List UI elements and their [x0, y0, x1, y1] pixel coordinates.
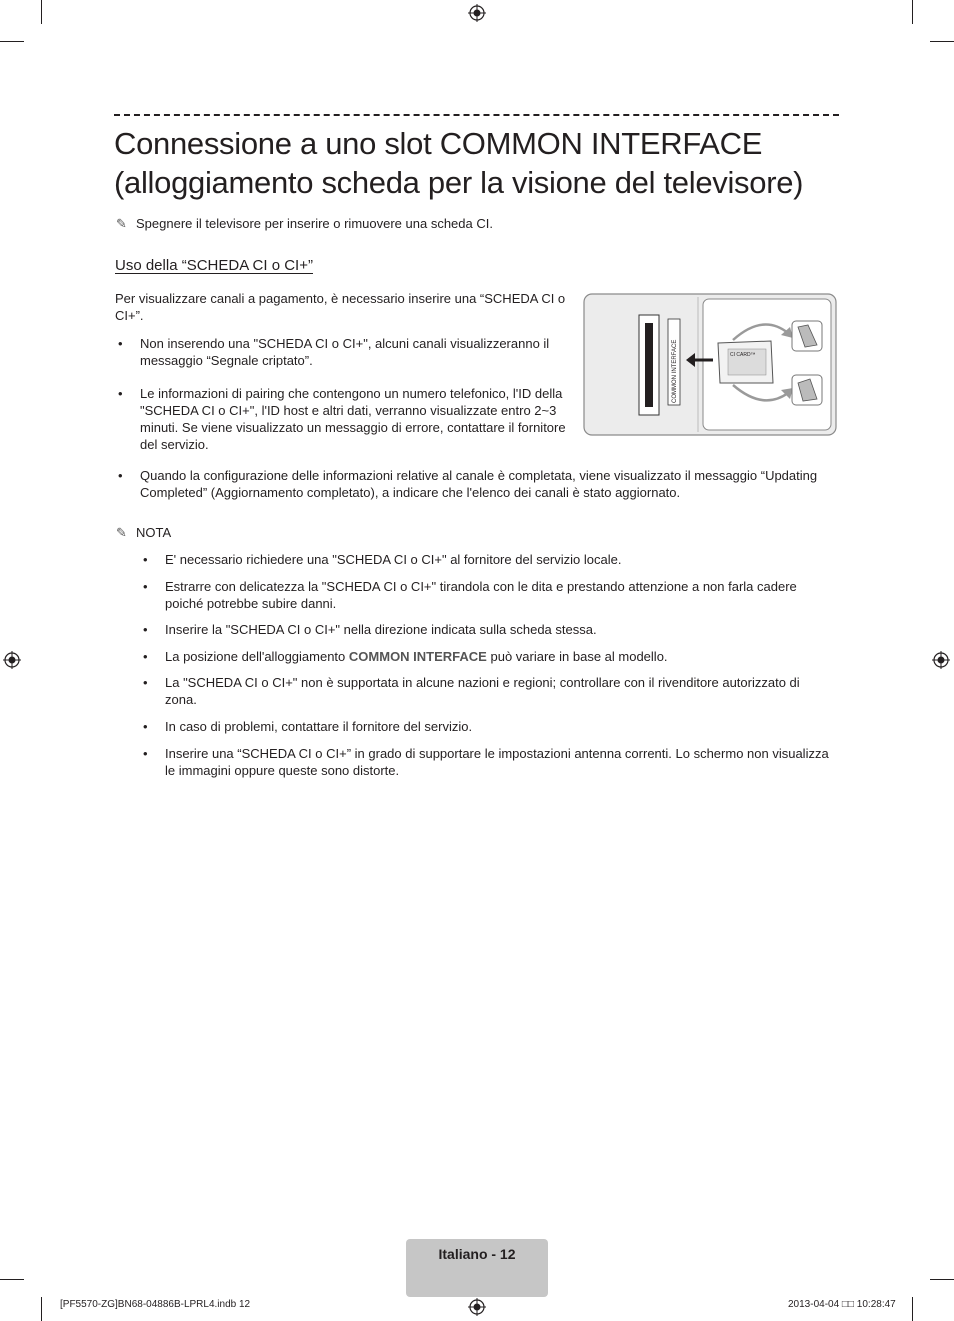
- bullet-dot: •: [143, 622, 148, 637]
- bullet-dot: •: [118, 386, 123, 401]
- nota-item: E' necessario richiedere una "SCHEDA CI o CI+" al fornitore del servizio locale.: [165, 552, 622, 567]
- crop-mark: [0, 41, 24, 42]
- intro-paragraph: Per visualizzare canali a pagamento, è necessario inserire una “SCHEDA CI o CI+”.: [115, 291, 566, 323]
- print-slug-left: [PF5570-ZG]BN68-04886B-LPRL4.indb 12: [60, 1299, 251, 1310]
- registration-mark-icon: [468, 1298, 486, 1316]
- card-label: CI CARD™: [730, 352, 756, 358]
- nota-label: NOTA: [136, 525, 172, 540]
- title-line-2: (alloggiamento scheda per la visione del televisore): [114, 165, 804, 200]
- page-number-label: Italiano - 12: [438, 1246, 516, 1262]
- section-heading: Uso della “SCHEDA CI o CI+”: [115, 257, 313, 274]
- nota-item: Inserire la "SCHEDA CI o CI+" nella direzione indicata sulla scheda stessa.: [165, 622, 597, 637]
- nota-item: In caso di problemi, contattare il fornitore del servizio.: [165, 719, 473, 734]
- crop-mark: [930, 1279, 954, 1280]
- common-interface-keyword: COMMON INTERFACE: [348, 649, 487, 664]
- crop-mark: [41, 1297, 42, 1321]
- nota-item: Estrarre con delicatezza la "SCHEDA CI o CI+" tirandola con le dita e prestando attenzione a non farla cadere poiché potrebbe subire danni.: [165, 579, 797, 611]
- registration-mark-icon: [3, 651, 21, 669]
- bullet-dot: •: [143, 649, 148, 664]
- print-slug-right: 2013-04-04 □□ 10:28:47: [788, 1299, 896, 1310]
- nota-item-text: La posizione dell'alloggiamento: [165, 649, 346, 664]
- crop-mark: [930, 41, 954, 42]
- slot-label: COMMON INTERFACE: [672, 339, 678, 403]
- bullet-dot: •: [143, 719, 148, 734]
- pencil-note-icon: ✎: [116, 216, 127, 231]
- bullet-dot: •: [118, 468, 123, 483]
- bullet-item: Non inserendo una "SCHEDA CI o CI+", alcuni canali visualizzeranno il messaggio “Segnale criptato”.: [140, 336, 550, 368]
- crop-mark: [41, 0, 42, 24]
- registration-mark-icon: [932, 651, 950, 669]
- title-line-1: Connessione a uno slot COMMON INTERFACE: [114, 126, 763, 161]
- page-title: [114, 124, 854, 202]
- top-note: [116, 215, 493, 232]
- top-note-text: Spegnere il televisore per inserire o rimuovere una scheda CI.: [136, 216, 493, 231]
- nota-item: Inserire una “SCHEDA CI o CI+” in grado di supportare le impostazioni antenna correnti. Lo schermo non visualizza le immagini oppure queste sono distorte.: [165, 746, 829, 778]
- title-rule: [114, 114, 839, 116]
- registration-mark-icon: [468, 4, 486, 22]
- bullet-dot: •: [143, 552, 148, 567]
- bullet-dot: •: [143, 579, 148, 594]
- nota-item-text: può variare in base al modello.: [490, 649, 668, 664]
- nota-heading: [116, 524, 171, 541]
- crop-mark: [0, 1279, 24, 1280]
- ci-card-illustration: [583, 293, 837, 436]
- crop-mark: [912, 1297, 913, 1321]
- nota-item: [165, 648, 835, 665]
- nota-item: La "SCHEDA CI o CI+" non è supportata in alcune nazioni e regioni; controllare con il rivenditore autorizzato di zona.: [165, 675, 800, 707]
- bullet-item: Le informazioni di pairing che contengono un numero telefonico, l'ID della "SCHEDA CI o CI+", l'ID host e altri dati, verranno visualizzate entro 2~3 minuti. Se viene visualizzato un messaggio di errore, contattare il fornitore del servizio.: [140, 386, 566, 452]
- bullet-item: Quando la configurazione delle informazioni relative al canale è completata, viene visualizzato il messaggio “Updating Completed” (Aggiornamento completato), a indicare che l'elenco dei canali è stato aggiornato.: [140, 468, 818, 500]
- pencil-note-icon: ✎: [116, 525, 127, 540]
- bullet-dot: •: [143, 746, 148, 761]
- bullet-dot: •: [118, 336, 123, 351]
- crop-mark: [912, 0, 913, 24]
- bullet-dot: •: [143, 675, 148, 690]
